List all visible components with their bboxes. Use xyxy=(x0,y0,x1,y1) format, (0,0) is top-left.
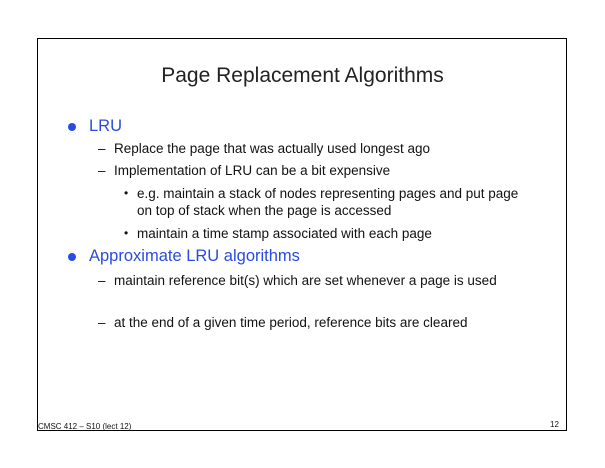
sub-item-text: at the end of a given time period, reference bits are cleared xyxy=(114,315,468,330)
sub-sub-item xyxy=(124,185,522,219)
dash-icon: – xyxy=(98,163,106,178)
slide-title: Page Replacement Algorithms xyxy=(161,64,444,87)
bullet-heading: Approximate LRU algorithms xyxy=(89,247,300,265)
sub-sub-item-text: maintain a time stamp associated with each page xyxy=(137,226,432,241)
sub-item-text: maintain reference bit(s) which are set whenever a page is used xyxy=(114,273,497,288)
small-bullet-icon: • xyxy=(124,186,129,200)
sub-item-text: Implementation of LRU can be a bit expensive xyxy=(114,163,391,178)
sub-item xyxy=(98,140,534,157)
page-number: 12 xyxy=(550,420,559,429)
bullet-lru xyxy=(89,117,122,136)
small-bullet-icon: • xyxy=(124,226,129,240)
dash-icon: – xyxy=(98,273,106,288)
sub-item xyxy=(98,272,524,289)
footer-course: CMSC 412 – S10 (lect 12) xyxy=(38,422,132,431)
dash-icon: – xyxy=(98,315,106,330)
sub-item xyxy=(98,314,534,331)
bullet-approx-lru xyxy=(89,247,300,266)
dash-icon: – xyxy=(98,141,106,156)
bullet-dot-icon xyxy=(68,253,76,261)
sub-item-text: Replace the page that was actually used longest ago xyxy=(114,141,430,156)
sub-sub-item xyxy=(124,225,522,242)
bullet-dot-icon xyxy=(68,123,76,131)
sub-item xyxy=(98,162,534,179)
sub-sub-item-text: e.g. maintain a stack of nodes representing pages and put page on top of stack when the page is accessed xyxy=(137,186,519,218)
bullet-heading: LRU xyxy=(89,117,123,135)
